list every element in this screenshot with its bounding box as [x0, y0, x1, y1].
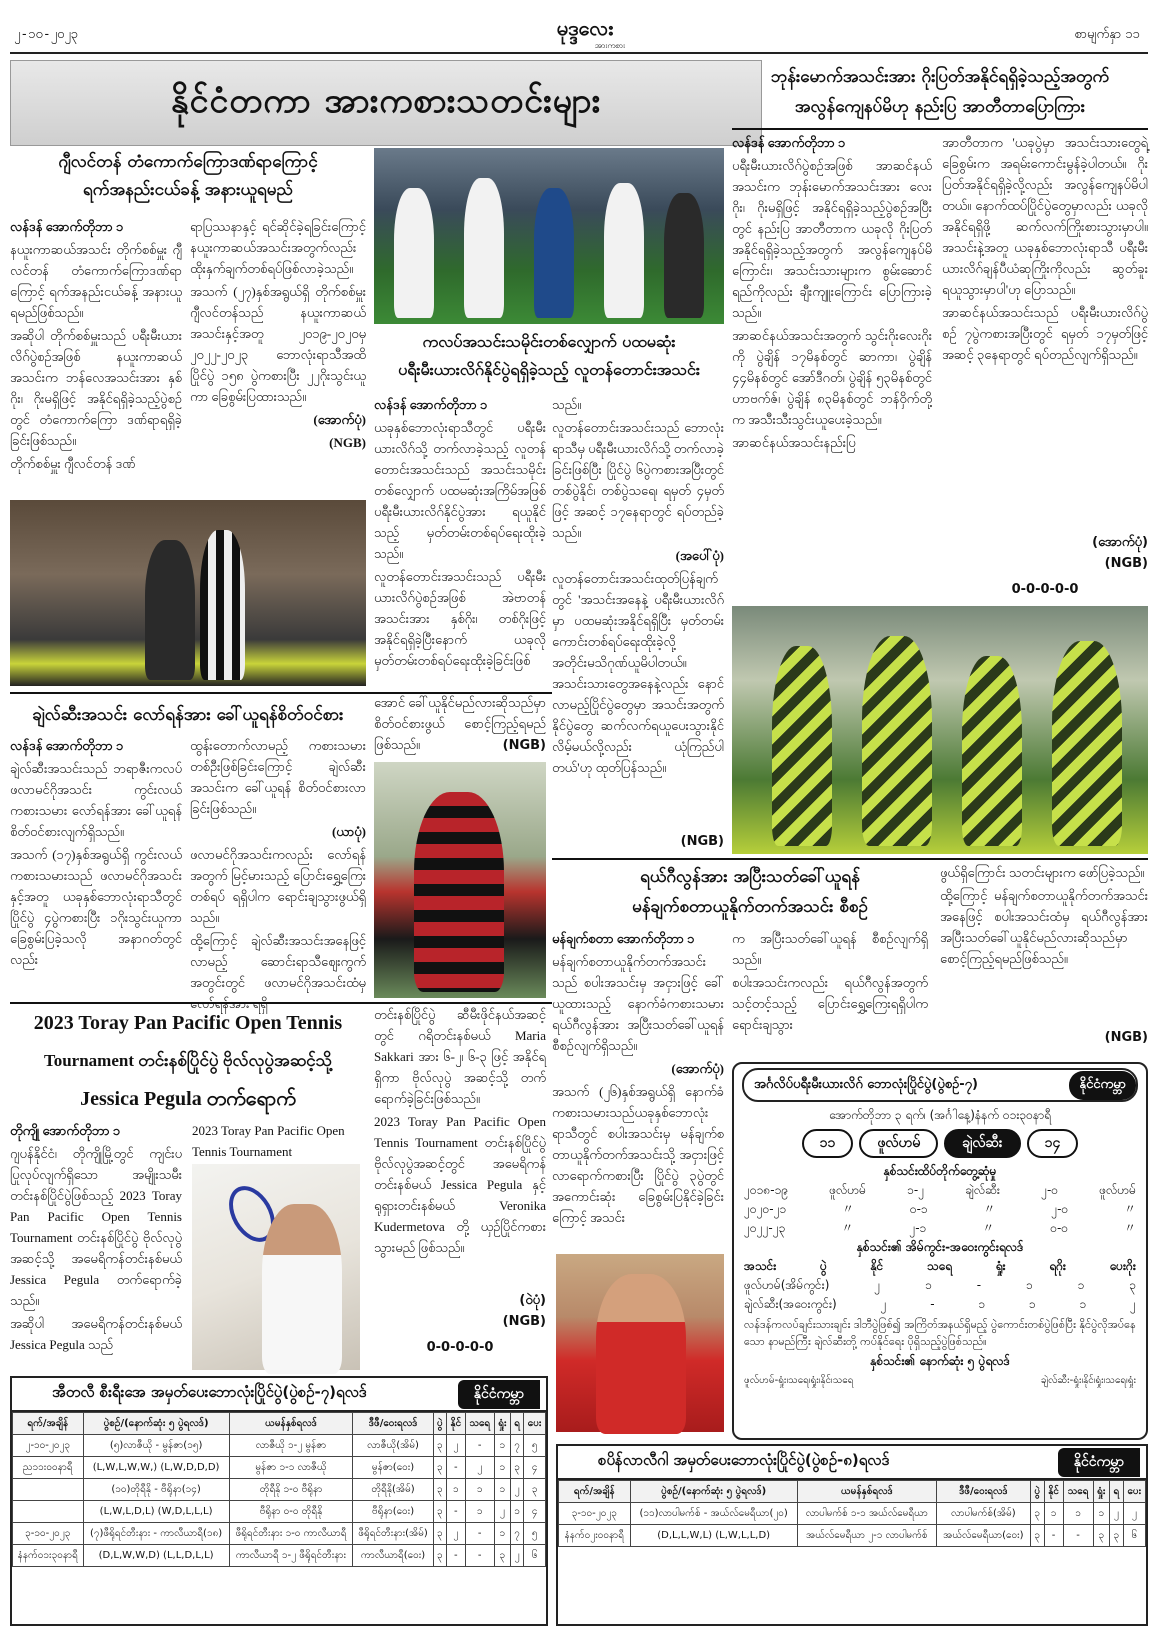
source-tag: (NGB)	[329, 435, 366, 450]
article-gelington	[10, 148, 366, 204]
section-banner: နိုင်ငံတကာ အားကစားသတင်းများ	[10, 60, 762, 146]
stats-row: ဖူလ်ဟမ်(အိမ်ကွင်း) ၂ ၁ - ၁ ၁ ၃	[744, 1278, 1136, 1292]
table-header-row: ရက်/အချိန် ပွဲစဉ်/(နောက်ဆုံး ၅ ပွဲရလဒ်) ယမန်နှစ်ရလဒ် ဒီဖီ/ဝေးရလဒ် ပွဲ နိုင် သရေ ရှုံး ရ ပေး	[559, 1481, 1146, 1503]
last5-results	[734, 1371, 1146, 1390]
article-united-col2	[732, 928, 928, 1058]
article-paragraph: ပရီးမီးယားလိဂ်ပွဲစဉ်အဖြစ် အာဆင်နယ်အသင်းက ဘုန်းမောက်အသင်းအား လေးဂိုး၊ ဂိုးမရှိဖြင့် အနိုင်ရရှိခဲ့သည့်ပွဲစဉ်အပြီးတွင် နည်းပြ အာတီတာက ယခုလို ဂိုးပြတ်အနိုင်ရရှိခဲ့သည့်အတွက် အလွန်ကျေနပ်မိကြောင်း၊ အသင်းသားများက စွမ်းဆောင်ရည်ကိုလည်း ချီးကျူးကြောင်း ပြောကြားခဲ့သည်။	[732, 158, 932, 320]
table-row: (၁၀)တိုရီနို - ဗီရိုနာ(၁၄) တိုရီနို ၁-၀ ဗီရိုနာ တိုရီနို(အိမ်) ၃ ၁ ၁ ၁ ၂ ၃	[13, 1479, 546, 1501]
article-chelsea-headline: ချဲလ်ဆီးအသင်း လော်ရန်အား ခေါ်ယူရန်စိတ်ဝင်စား	[32, 705, 344, 725]
home-position: ၁၁	[802, 1129, 854, 1158]
article-tennis-col1	[10, 1120, 182, 1370]
article-paragraph: လူတန်တောင်းအသင်းထုတ်ပြန်ချက်တွင် 'အသင်းအနေနဲ့ ပရီးမီးယားလိဂ်မှာ ပထမဆုံးအနိုင်ရရှိပြီး မှတ်တမ်းကောင်းတစ်ရပ်ရေးထိုးခဲ့လို့ အတိုင်းမသိဂုဏ်ယူမိပါတယ်။ အသင်းသားတွေအနေနဲ့လည်း နောင်လာမည့်ပြိုင်ပွဲတွေမှာ အသင်းအတွက် နိုင်ပွဲတွေ ဆက်လက်ရယူပေးသွားနိုင်လိမ့်မယ်လို့လည်း ယုံကြည်ပါတယ်'ဟု ထုတ်ပြန်သည်။	[552, 571, 724, 775]
photo-ref-tag: (အပေါ်ပုံ)	[675, 548, 724, 563]
table-row: ၂-၁၀-၂၀၂၃ (၅)လာဇီယို - မွန်ဇာ(၁၅) လာဇီယို ၁-၂ မွန်ဇာ လာဇီယို(အိမ်) ၃ ၂ - ၁ ၇ ၅	[13, 1435, 546, 1457]
article-united-headline: ရယ်ဂီလွန်အား အပြီးသတ်ခေါ်ယူရန် မန်ချက်စတာယူနိုက်တက်အသင်း စီစဉ်	[632, 867, 868, 917]
page-header	[10, 8, 1148, 54]
article-byline: လန်ဒန် အောက်တိုဘာ ၁	[10, 219, 124, 234]
article-tennis-headline: 2023 Toray Pan Pacific Open Tennis Tournament တင်းနစ်ပြိုင်ပွဲ ဗိုလ်လုပွဲအဆင့်သို့ Jessica Pegula တက်ရောက်	[33, 1012, 343, 1110]
article-paragraph: အဆိုပါ အမေရိကန်တင်းနစ်မယ် Jessica Pegula သည်	[10, 1316, 182, 1352]
article-paragraph: အာတီတာက 'ယခုပွဲမှာ အသင်းသားတွေရဲ့ ခြေစွမ်းက အရမ်းကောင်းမွန်ခဲ့ပါတယ်။ ဂိုးပြတ်အနိုင်ရရှိခဲ့လို့လည်း အလွန်ကျေနပ်မိပါတယ်။ နောက်ထပ်ပြိုင်ပွဲတွေမှာလည်း ယခုလို အနိုင်ရရှိဖို့ ဆက်လက်ကြိုးစားသွားမှာပါ။ အသင်းနဲ့အတူ ယခုနှစ်ဘောလုံးရာသီ ပရီးမီးယားလိဂ်ချန်ပီယံဆုကြိုးကိုလည်း ဆွတ်ခူးရယူသွားမှာပါ'ဟု ပြောသည်။	[942, 135, 1148, 297]
article-paragraph: အာဆင်နယ်အသင်းအတွက် သွင်းဂိုးလေးဂိုးကို ပွဲချိန် ၁၇မိနစ်တွင် ဆာကာ၊ ပွဲချိန် ၄၄မိနစ်တွင် အော်ဒီဂတ်၊ ပွဲချိန် ၅၃မိနစ်တွင် ဟာဗက်ဇ်၊ ပွဲချိန် ၈၃မိနစ်တွင် ဘန်ဝှိက်တို့က အသီးသီးသွင်းယူပေးခဲ့သည်။	[732, 328, 932, 427]
photo-ref-tag: (ဝဲပုံ)	[519, 1293, 546, 1308]
preview-note: လန်ဒန်ကလပ်ချင်းသားချင်း ဒါဘီပွဲဖြစ်၍ အကြိတ်အနယ်ရှိမည့် ပွဲကောင်းတစ်ပွဲဖြစ်ပြီး နိုင်ပွဲလိုအပ်နေသော နာမည်ကြီး ချဲလ်ဆီးတို့ ကပ်နိုင်ရေး ပိုရှိသည့်ပွဲဖြစ်သည်။	[744, 1318, 1136, 1348]
article-united-col3	[940, 862, 1148, 1052]
source-tag: (NGB)	[1104, 556, 1148, 571]
table-row: ည၁၁း၀၀နာရီ (L,W,L,W,W,) (L,W,D,D,D) မွန်ဇာ ၁-၁ လာဇီယို မွန်ဇာ(ဝေး) ၃ - ၂ ၁ ၃ ၄	[13, 1457, 546, 1479]
spain-table	[558, 1480, 1146, 1547]
photo-ref-tag: (အောက်ပုံ)	[313, 412, 366, 427]
article-paragraph: အဆိုပါ တိုက်စစ်မှူးသည် ပရီးမီးယားလိဂ်ပွဲစဉ်အဖြစ် နယူးကာဆယ်အသင်းက ဘန်လေအသင်းအား နှစ်ဂိုး၊ ဂိုးမရှိဖြင့် အနိုင်ရရှိခဲ့သည့်ပွဲစဉ်တွင် တံကောက်ကြော ဒဏ်ရာရရှိခဲ့ခြင်းဖြစ်သည်။	[10, 328, 182, 448]
article-paragraph: အသက် (၂၇)နှစ်အရွယ်ရှိ တိုက်စစ်မှူး ဂျီလင်တန်သည် နယူးကာဆယ်အသင်းနှင့်အတူ ၂၀၁၉-၂၀၂၀မှ ၂၀၂၂-၂၀၂၃ ဘောလုံးရာသီအထိ ပြိုင်ပွဲ ၁၅၈ ပွဲကစားပြီး ၂၂ဂိုးသွင်းယူကာ ခြေစွမ်းပြထားသည်။	[190, 284, 366, 404]
article-divider: 0-0-0-0-0	[1011, 582, 1079, 597]
preview-kickoff: အောက်တိုဘာ ၃ ရက်၊ (အင်္ဂါနေ့)နံနက် ၀၁း၃၀နာရီ	[829, 1108, 1051, 1122]
table-header-row: ရက်/အချိန် ပွဲစဉ်/(နောက်ဆုံး ၅ ပွဲရလဒ်) ယမန်နှစ်ရလဒ် ဒီဖီ/ဝေးရလဒ် ပွဲ နိုင် သရေ ရှုံး ရ ပေး	[13, 1413, 546, 1435]
article-byline: လန်ဒန် အောက်တိုဘာ ၁	[10, 738, 124, 753]
photo-ref-tag: (အောက်ပုံ)	[671, 1061, 724, 1076]
article-paragraph: အောင် ခေါ်ယူနိုင်မည်လားဆိုသည်မှာ စိတ်ဝင်စားဖွယ် စောင့်ကြည့်ရမည်ဖြစ်သည်။	[374, 695, 546, 752]
article-byline: လန်ဒန် အောက်တိုဘာ ၁	[732, 135, 846, 150]
article-chelsea-col2	[190, 735, 366, 1011]
table-row: ၃-၁၀-၂၀၂၃ (၇)ဖီရိုရင်တီးနား - ကာလီယာရီ(၁၈) ဖီရိုရင်တီးနား ၁-၀ ကာလီယာရီ ဖီရိုရင်တီးနား(အိမ်) ၃ ၂ - ၁ ၇ ၅	[13, 1523, 546, 1545]
article-luton-col1	[374, 394, 546, 690]
source-tag: (NGB)	[680, 834, 724, 849]
article-headline: ဂျီလင်တန် တံကောက်ကြောဒဏ်ရာကြောင့် ရက်အနည်းငယ်ခန့် အနားယူရမည်	[58, 152, 318, 200]
article-arsenal-col1	[732, 132, 932, 594]
photo-lorran-flamengo	[374, 762, 546, 998]
article-chelsea-col1	[10, 735, 182, 997]
table-badge: နိုင်ငံကမ္ဘာ	[1058, 1448, 1140, 1477]
article-divider: 0-0-0-0-0	[426, 1340, 494, 1355]
article-paragraph: စပါးအသင်းကလည်း ရယ်ဂီလွန်အတွက် သင့်တင့်သည့် ပြောင်းရွှေ့ကြေးရရှိပါက ရောင်းချသွား	[732, 975, 928, 1032]
article-united-col1	[552, 928, 724, 1248]
stats-header: အသင်း ပွဲ နိုင် သရေ ရှုံး ရဂိုး ပေးဂိုး	[744, 1259, 1136, 1273]
article-byline: တိုကျို အောက်တိုဘာ ၁	[10, 1123, 121, 1138]
photo-arsenal-celebration	[732, 606, 1148, 854]
table-row: (L,W,L,D,L) (W,D,L,L,L) ဗီရိုနာ ၀-၀ တိုရီနို ဗီရိုနာ(ဝေး) ၃ - ၁ ၂ ၁ ၄	[13, 1501, 546, 1523]
h2h-list	[734, 1181, 1146, 1238]
article-paragraph: တိုက်စစ်မှူး ဂျီလင်တန် ဒဏ်	[10, 456, 136, 471]
stats-title: နှစ်သင်း၏ အိမ်ကွင်း-အဝေးကွင်းရလဒ်	[856, 1240, 1024, 1254]
article-paragraph: ရာပြဿနာနှင့် ရင်ဆိုင်ခဲ့ရခြင်းကြောင့် နယူးကာဆယ်အသင်းအတွက်လည်း ထိုးနှက်ချက်တစ်ရပ်ဖြစ်လာခဲ့သည်။	[190, 219, 366, 276]
photo-newcastle-players	[10, 500, 366, 686]
article-paragraph: သည်။	[552, 397, 582, 412]
last5-home: ဖူလ်ဟမ်-ရှုံး၊သရေ၊ရှုံး၊နိုင်၊သရေ	[744, 1375, 854, 1386]
article-paragraph: လူတန်တောင်းအသင်းသည် ဘောလုံးရာသီမှ ပရီးမီးယားလိဂ်သို့ တက်လာခဲ့ခြင်းဖြစ်ပြီး ပြိုင်ပွဲ ၆ပွဲကစားအပြီးတွင် တစ်ပွဲနိုင်၊ တစ်ပွဲသရေ၊ ရမှတ် ၄မှတ်ဖြင့် အဆင့် ၁၇နေရာတွင် ရပ်တည်ခဲ့သည်။	[552, 420, 724, 540]
preview-badge: နိုင်ငံကမ္ဘာ	[1069, 1071, 1136, 1100]
article-arsenal-headline: ဘုန်းမောက်အသင်းအား ဂိုးပြတ်အနိုင်ရရှိခဲ့သည့်အတွက် အလွန်ကျေနပ်မိဟု နည်းပြ အာတီတာပြောကြား	[770, 67, 1110, 117]
h2h-row: ၂၀၂၂-၂၃ 〃 ၂-၁ 〃 ၀-၀ 〃	[744, 1221, 1136, 1235]
article-paragraph: ထို့ကြောင့် ချဲလ်ဆီးအသင်းအနေဖြင့် လာမည့် ဆောင်းရာသီဈေးကွက်အတွင်းတွင် ဖလာမင်ဂိုအသင်းထံမှ လော်ရန်အား ရရှိ	[190, 933, 366, 1011]
masthead-title: မုဒ္ဒလေး	[556, 16, 614, 40]
table-row: နံနက်၀၂း၀၀နာရီ (D,L,L,W,L) (L,W,L,L,D) အယ်လ်မေရီယာ ၂-၁ လာပါမက်စ် အယ်လ်မေရီယာ(ဝေး) ၃ - - ၃ ၃ ၆	[559, 1525, 1146, 1547]
article-luton-headline: ကလပ်အသင်းသမိုင်းတစ်လျှောက် ပထမဆုံး ပရီးမီးယားလိဂ်နိုင်ပွဲရရှိခဲ့သည့် လူတန်တောင်းအသင်း	[398, 332, 700, 379]
italy-table	[12, 1412, 546, 1567]
home-team: ဖူလ်ဟမ်	[859, 1129, 938, 1158]
article-gelington-col2	[190, 216, 366, 496]
italy-results-table	[10, 1376, 548, 1626]
article-paragraph: အသက် (၂၆)နှစ်အရွယ်ရှိ နောက်ခံကစားသမားသည်ယခုနှစ်ဘောလုံးရာသီတွင် စပါးအသင်းမှ မန်ချက်စတာယူနိုက်တက်အသင်းသို့ အငှားဖြင့် လာရောက်ကစားပြီး ပြိုင်ပွဲ ၃ပွဲတွင် အကောင်းဆုံး ခြေစွမ်းပြနိုင်ခဲ့ခြင်းကြောင့် အသင်း	[552, 1084, 724, 1225]
spain-results-table	[556, 1444, 1148, 1626]
h2h-row: ၂၀၁၈-၁၉ ဖူလ်ဟမ် ၁-၂ ချဲလ်ဆီး ၂-၀ ဖူလ်ဟမ်	[744, 1183, 1136, 1197]
article-luton-col2	[552, 394, 724, 834]
source-tag: (NGB)	[502, 1314, 546, 1329]
article-paragraph: တင်းနစ်ပြိုင်ပွဲ ဆီမီးဖိုင်နယ်အဆင့်တွင် ဂရိတင်းနစ်မယ် Maria Sakkari အား ၆-၂၊ ၆-၃ ဖြင့် အနိုင်ရရှိကာ ဗိုလ်လုပွဲ အဆင့်သို့ တက်ရောက်ခဲ့ခြင်းဖြစ်သည်။	[374, 1007, 546, 1106]
masthead-sub: အားကစား	[594, 41, 625, 50]
preview-title-bar	[742, 1068, 1138, 1102]
away-position: ၁၄	[1027, 1129, 1079, 1158]
preview-title: အင်္ဂလိပ်ပရီးမီးယားလိဂ် ဘောလုံးပြိုင်ပွဲ(ပွဲစဉ်-၇)	[754, 1076, 978, 1092]
stats-list	[734, 1257, 1146, 1314]
away-team: ချဲလ်ဆီး	[944, 1129, 1020, 1158]
table-badge: နိုင်ငံကမ္ဘာ	[458, 1380, 540, 1409]
article-paragraph: ဖွယ်ရှိကြောင်း သတင်းများက ဖော်ပြခဲ့သည်။	[940, 865, 1145, 880]
article-paragraph: ချဲလ်ဆီးအသင်းသည် ဘရာဇီးကလပ် ဖလာမင်ဂိုအသင်း ကွင်းလယ်ကစားသမား လော်ရန်အား ခေါ်ယူရန် စိတ်ဝင်စားလျက်ရှိသည်။	[10, 761, 182, 839]
article-paragraph: လူတန်တောင်းအသင်းသည် ပရီးမီးယားလိဂ်ပွဲစဉ်အဖြစ် အဲဗာတန်အသင်းအား နှစ်ဂိုး၊ တစ်ဂိုးဖြင့် အနိုင်ရရှိခဲ့ပြီးနောက် ယခုလို မှတ်တမ်းတစ်ရပ်ရေးထိုးခဲ့ခြင်းဖြစ်	[374, 569, 546, 668]
article-paragraph: နယူးကာဆယ်အသင်း တိုက်စစ်မှူး ဂျီလင်တန် တံကောက်ကြောဒဏ်ရာကြောင့် ရက်အနည်းငယ်ခန့် အနားယူရမည်ဖြစ်သည်။	[10, 242, 182, 320]
preview-matchup	[734, 1129, 1146, 1158]
article-gelington-col1	[10, 216, 182, 496]
article-tennis-col2	[374, 1004, 546, 1324]
photo-reguilon-united	[556, 1254, 724, 1432]
match-preview-panel	[732, 1062, 1148, 1440]
article-byline: မန်ချက်စတာ အောက်တိုဘာ ၁	[552, 931, 695, 946]
article-paragraph: ဂျပန်နိုင်ငံ၊ တိုကျိုမြို့တွင် ကျင်းပပြုလုပ်လျက်ရှိသော အမျိုးသမီးတင်းနစ်ပြိုင်ပွဲဖြစ်သည့် 2023 Toray Pan Pacific Open Tennis Tournament တင်းနစ်ပြိုင်ပွဲ ဗိုလ်လုပွဲအဆင့်သို့ အမေရိကန်တင်းနစ်မယ် Jessica Pegula တက်ရောက်ခဲ့သည်။	[10, 1146, 182, 1308]
h2h-row: ၂၀၂၀-၂၁ 〃 ၀-၁ 〃 ၂-၀ 〃	[744, 1202, 1136, 1216]
source-tag: (NGB)	[1104, 1030, 1148, 1045]
last5-title: နှစ်သင်း၏ နောက်ဆုံး ၅ ပွဲရလဒ်	[870, 1354, 1010, 1368]
source-tag: (NGB)	[502, 738, 546, 753]
page-number: စာမျက်နှာ ၁၁	[1074, 27, 1140, 42]
stats-row: ချဲလ်ဆီး(အဝေးကွင်း) ၂ - ၁ ၁ ၁ ၂	[744, 1297, 1136, 1311]
article-paragraph: 2023 Toray Pan Pacific Open Tennis Tournament တင်းနစ်ပြိုင်ပွဲ ဗိုလ်လုပွဲအဆင့်တွင် အမေရိကန်တင်းနစ်မယ် Jessica Pegula နှင့် ရုရှားတင်းနစ်မယ် Veronika Kudermetova တို့ ယှဉ်ပြိုင်ကစားသွားမည် ဖြစ်သည်။	[374, 1114, 546, 1255]
article-arsenal-col2	[942, 132, 1148, 542]
article-byline: လန်ဒန် အောက်တိုဘာ ၁	[374, 397, 488, 412]
tennis-photo-caption: 2023 Toray Pan Pacific Open Tennis Tournament	[192, 1123, 345, 1159]
article-paragraph: မန်ချက်စတာယူနိုက်တက်အသင်းသည် စပါးအသင်းမှ အငှားဖြင့် ခေါ်ယူထားသည့် နောက်ခံကစားသမား ရယ်ဂီလွန်အား အပြီးသတ်ခေါ်ယူရန် စီစဉ်လျက်ရှိသည်။	[552, 954, 724, 1053]
article-paragraph: အာဆင်နယ်အသင်းသည် ပရီးမီးယားလိဂ်ပွဲစဉ် ၇ပွဲကစားအပြီးတွင် ရမှတ် ၁၇မှတ်ဖြင့် အဆင့် ၃နေရာတွင် ရပ်တည်လျက်ရှိသည်။	[942, 305, 1148, 362]
photo-luton-celebration	[374, 148, 724, 324]
article-paragraph: အသက် (၁၇)နှစ်အရွယ်ရှိ ကွင်းလယ်ကစားသမားသည် ဖလာမင်ဂိုအသင်းနှင့်အတူ ယခုနှစ်ဘောလုံးရာသီတွင် ပြိုင်ပွဲ ၄ပွဲကစားပြီး ၁ဂိုးသွင်းယူကာ ခြေစွမ်းပြခဲ့သလို အနာဂတ်တွင် လည်း	[10, 847, 182, 967]
photo-jessica-pegula	[192, 1164, 360, 1370]
photo-ref-tag: (အောက်ပုံ)	[1092, 535, 1148, 550]
article-paragraph: က အပြီးသတ်ခေါ်ယူရန် စီစဉ်လျက်ရှိသည်။	[732, 931, 928, 967]
issue-date: ၂-၁၀-၂၀၂၃	[14, 27, 79, 42]
spain-table-title: စပိန်လာလီဂါ အမှတ်ပေးဘောလုံးပြိုင်ပွဲ(ပွဲစဉ်-၈)ရလဒ် နိုင်ငံကမ္ဘာ	[558, 1446, 1146, 1480]
table-row: နံနက်၀၁း၃၀နာရီ (D,L,W,W,D) (L,L,D,L,L) ကာလီယာရီ ၁-၂ ဖီရိုရင်တီးနား ကာလီယာရီ(ဝေး) ၃ - - ၃ ၂ ၆	[13, 1545, 546, 1567]
article-paragraph: အာဆင်နယ်အသင်းနည်းပြ	[732, 435, 856, 450]
last5-away: ချဲလ်ဆီး-ရှုံး၊နိုင်၊ရှုံး၊သရေ၊ရှုံး	[1040, 1375, 1136, 1386]
article-paragraph: ထို့ကြောင့် မန်ချက်စတာယူနိုက်တက်အသင်းအနေဖြင့် စပါးအသင်းထံမှ ရယ်ဂီလွန်အား အပြီးသတ်ခေါ်ယူနိုင်မည်လားဆိုသည်မှာ စောင့်ကြည့်ရမည်ဖြစ်သည်။	[940, 888, 1148, 966]
article-paragraph: ဖလာမင်ဂိုအသင်းကလည်း လော်ရန်အတွက် မြင့်မားသည့် ပြောင်းရွှေ့ကြေးတစ်ရပ် ရရှိပါက ရောင်းချသွားဖွယ်ရှိသည်။	[190, 847, 366, 925]
h2h-title: နှစ်သင်းထိပ်တိုက်တွေ့ဆုံမှု	[883, 1164, 997, 1178]
article-paragraph: ထွန်းတောက်လာမည့် ကစားသမားတစ်ဦးဖြစ်ခြင်းကြောင့် ချဲလ်ဆီးအသင်းက ခေါ်ယူရန် စိတ်ဝင်စားလာခြင်းဖြစ်သည်။	[190, 738, 366, 816]
table-row: ၃-၁၀-၂၀၂၃ (၁၁)လာပါမက်စ် - အယ်လ်မေရီယာ(၂၀) လာပါမက်စ် ၁-၁ အယ်လ်မေရီယာ လာပါမက်စ်(အိမ်) ၃ ၁ ၁ ၁ ၂ ၂	[559, 1503, 1146, 1525]
article-paragraph: ယခုနှစ်ဘောလုံးရာသီတွင် ပရီးမီးယားလိဂ်သို့ တက်လာခဲ့သည့် လူတန်တောင်းအသင်းသည် အသင်းသမိုင်းတစ်လျှောက် ပထမဆုံးအကြိမ်အဖြစ် ပရီးမီးယားလိဂ်နိုင်ပွဲအား ရယူနိုင်သည့် မှတ်တမ်းတစ်ရပ်ရေးထိုးခဲ့သည်။	[374, 420, 546, 561]
masthead-logo	[515, 8, 655, 52]
photo-ref-tag: (ယာပုံ)	[331, 824, 366, 839]
italy-table-title: အီတလီ စီးရီးအေ အမှတ်ပေးဘောလုံးပြိုင်ပွဲ(ပွဲစဉ်-၇)ရလဒ် နိုင်ငံကမ္ဘာ	[12, 1378, 546, 1412]
